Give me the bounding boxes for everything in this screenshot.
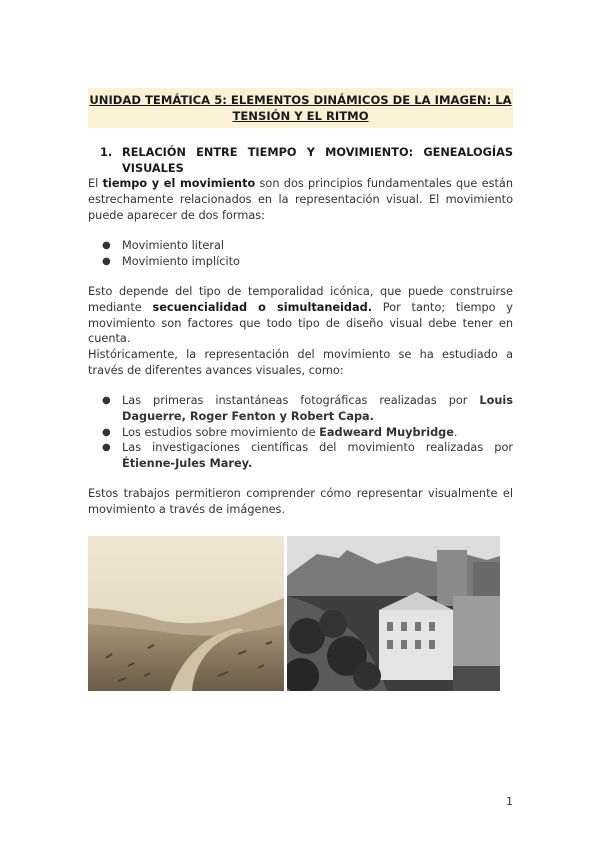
landscape-photo [88,536,284,691]
movement-forms-list [100,238,513,270]
list-item: ● Las primeras instantáneas fotográficas realizadas por Louis Daguerre, Roger Fenton y Robert Capa. [102,394,513,423]
intro-paragraph: El tiempo y el movimiento son dos principios fundamentales que están estrechamente relacionados en la representación visual. El movimiento puede aparecer de dos formas: [88,177,513,222]
history-paragraph: Históricamente, la representación del movimiento se ha estudiado a través de diferentes avances visuales, como: [88,348,513,377]
bullet-icon: ● [102,395,111,406]
temporality-paragraph: Esto depende del tipo de temporalidad icónica, que puede construirse mediante secuencialidad o simultaneidad. Por tanto; tiempo y movimiento son factores que todo tipo de diseño visual debe tener en cuenta. [88,285,513,346]
unit-title: UNIDAD TEMÁTICA 5: ELEMENTOS DINÁMICOS DE LA IMAGEN: LA TENSIÓN Y EL RITMO [89,93,512,123]
page-number: 1 [506,795,513,808]
list-item: ● Movimiento literal [102,239,225,252]
visual-advances-list [100,393,513,472]
bullet-icon: ● [102,240,111,251]
section-heading-line1: RELACIÓN ENTRE TIEMPO Y MOVIMIENTO: GENEALOGÍAS [122,146,513,159]
list-item: ● Las investigaciones científicas del movimiento realizadas por Étienne-Jules Marey. [102,441,513,471]
bullet-icon: ● [102,255,111,267]
bullet-icon: ● [102,442,111,454]
list-item: ● Los estudios sobre movimiento de Eadweard Muybridge. [102,425,458,439]
closing-paragraph: Estos trabajos permitieron comprender cómo representar visualmente el movimiento a través de imágenes. [88,487,513,516]
bullet-icon: ● [102,426,111,438]
list-item: ● Movimiento implícito [102,254,240,268]
section-number: 1. [100,146,113,159]
street-photo [287,536,500,691]
section-heading-line2: VISUALES [122,161,184,175]
